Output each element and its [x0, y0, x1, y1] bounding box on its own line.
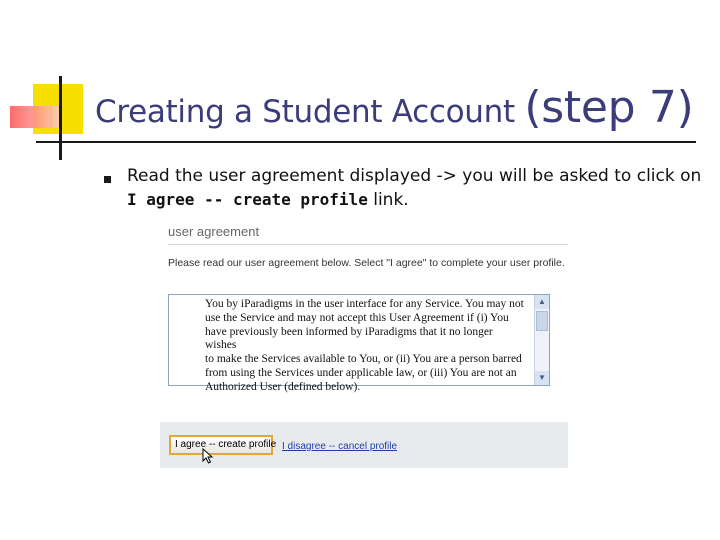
- bullet-square-icon: [104, 176, 111, 183]
- title-decoration-vertical-line: [59, 76, 62, 160]
- heading-divider: [168, 244, 568, 245]
- user-agreement-screenshot: [160, 220, 570, 470]
- mouse-pointer-icon: [202, 448, 214, 464]
- agreement-line: to make the Services available to You, or (ii) You are a person barred: [205, 353, 522, 366]
- agreement-line: have previously been informed by iParadigms that it no longer wishes: [205, 325, 493, 352]
- agreement-line: You by iParadigms in the user interface for any Service. You may not: [205, 298, 524, 310]
- slide-title-main: Creating a Student Account: [95, 94, 525, 130]
- agree-create-profile-button[interactable]: I agree -- create profile: [169, 435, 273, 455]
- agreement-text: [205, 298, 525, 395]
- user-agreement-instruction: Please read our user agreement below. Select "I agree" to complete your user profile.: [168, 257, 565, 269]
- title-underline: [36, 141, 696, 143]
- bullet-text-intro: Read the user agreement displayed -> you will be asked to click on: [127, 166, 702, 186]
- agreement-scrollbar[interactable]: [534, 295, 549, 385]
- agreement-line: use the Service and may not accept this User Agreement if (i) You: [205, 311, 509, 324]
- bullet-text-bold: I agree -- create profile: [127, 190, 368, 209]
- scroll-down-arrow-icon[interactable]: ▼: [535, 371, 549, 385]
- slide-title: [95, 82, 693, 133]
- user-agreement-heading: user agreement: [168, 224, 260, 239]
- scrollbar-thumb[interactable]: [536, 311, 548, 331]
- title-decoration-red-bar: [10, 106, 62, 128]
- slide-title-step: (step 7): [524, 82, 694, 133]
- bullet-text-end: link.: [367, 190, 409, 210]
- scroll-up-arrow-icon[interactable]: ▲: [535, 295, 549, 309]
- disagree-cancel-profile-link[interactable]: I disagree -- cancel profile: [282, 441, 398, 452]
- agreement-action-bar: [160, 422, 568, 468]
- agreement-text-box[interactable]: [168, 294, 550, 393]
- bullet-text: [127, 164, 707, 212]
- agreement-line: Authorized User (defined below).: [205, 380, 361, 393]
- agreement-line: from using the Services under applicable law, or (iii) You are not an: [205, 366, 517, 379]
